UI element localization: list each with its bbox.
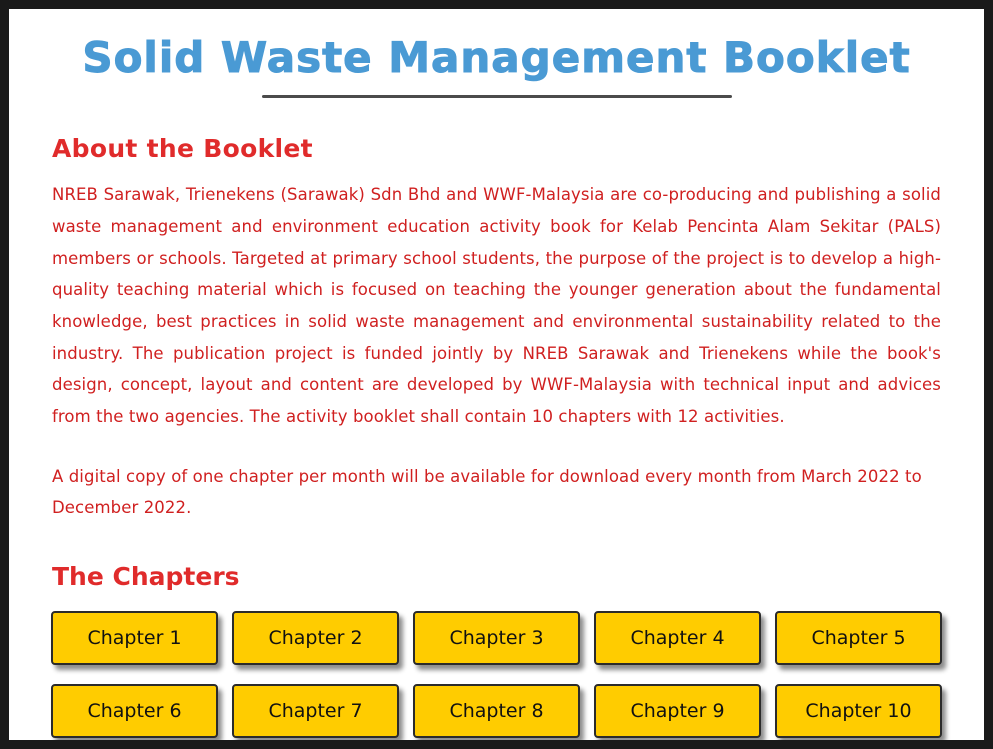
chapter-button-4[interactable] bbox=[594, 611, 761, 665]
chapter-button-label: Chapter 6 bbox=[87, 699, 182, 722]
chapter-button-label: Chapter 10 bbox=[805, 699, 912, 722]
chapter-button-1[interactable] bbox=[51, 611, 218, 665]
chapter-button-5[interactable] bbox=[775, 611, 942, 665]
chapter-button-label: Chapter 4 bbox=[630, 626, 725, 649]
chapter-button-label: Chapter 7 bbox=[268, 699, 363, 722]
chapter-button-3[interactable] bbox=[413, 611, 580, 665]
chapter-button-10[interactable] bbox=[775, 684, 942, 738]
chapter-button-label: Chapter 9 bbox=[630, 699, 725, 722]
chapter-button-label: Chapter 3 bbox=[449, 626, 544, 649]
page-title: Solid Waste Management Booklet bbox=[82, 33, 911, 82]
chapter-button-6[interactable] bbox=[51, 684, 218, 738]
about-paragraph-2: A digital copy of one chapter per month will be available for download every month from March 2022 to December 2022. bbox=[52, 466, 922, 518]
chapter-button-9[interactable] bbox=[594, 684, 761, 738]
title-divider bbox=[262, 95, 732, 98]
about-paragraph-1: NREB Sarawak, Trienekens (Sarawak) Sdn Bhd and WWF-Malaysia are co-producing and publishing a solid waste management and environment education activity book for Kelab Pencinta Alam Sekitar (PALS) members or schools. Targeted at primary school students, the purpose of the project is to develop a high-quality teaching material which is focused on teaching the younger generation about the fundamental knowledge, best practices in solid waste management and environmental sustainability related to the industry. The publication project is funded jointly by NREB Sarawak and Trienekens while the book's design, concept, layout and content are developed by WWF-Malaysia with technical input and advices from the two agencies. The activity booklet shall contain 10 chapters with 12 activities. bbox=[52, 185, 941, 426]
about-heading: About the Booklet bbox=[52, 134, 313, 164]
chapters-heading: The Chapters bbox=[52, 561, 240, 591]
chapter-button-label: Chapter 5 bbox=[811, 626, 906, 649]
page-content bbox=[9, 9, 984, 740]
chapter-button-label: Chapter 1 bbox=[87, 626, 182, 649]
chapter-button-8[interactable] bbox=[413, 684, 580, 738]
chapter-button-2[interactable] bbox=[232, 611, 399, 665]
chapter-button-label: Chapter 8 bbox=[449, 699, 544, 722]
chapter-button-7[interactable] bbox=[232, 684, 399, 738]
chapter-button-label: Chapter 2 bbox=[268, 626, 363, 649]
chapter-button-grid bbox=[51, 611, 942, 738]
